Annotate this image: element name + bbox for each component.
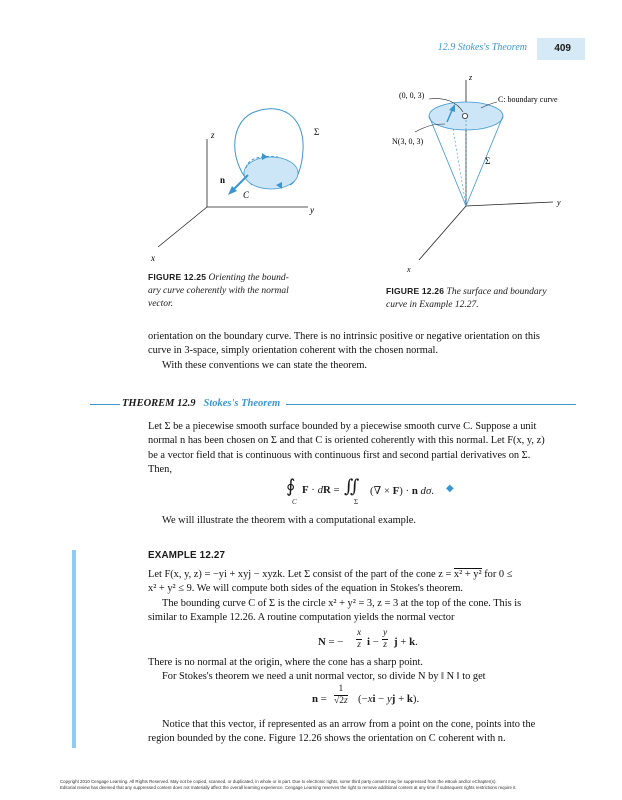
text-line: Notice that this vector, if represented as an arrow from a point on the cone, points into the — [162, 719, 536, 730]
top-point — [462, 113, 467, 118]
text-line: normal n has been chosen on Σ and that C is oriented coherently with this normal. Let F(x, y, z) — [148, 435, 545, 447]
text-line: Then, — [148, 464, 172, 476]
intro-paragraph — [148, 330, 576, 373]
point-N-label: N(3, 0, 3) — [392, 137, 424, 146]
running-head — [0, 38, 585, 60]
C-label: C — [243, 190, 250, 200]
text-line: similar to Example 12.26. A routine computation yields the normal vector — [148, 612, 455, 624]
example-side-bar — [72, 550, 76, 748]
example-body — [148, 568, 576, 626]
unit-normal-equation: n = $\frac{1}{√2z}$ (−xi − yj + k). — [312, 684, 420, 706]
caption-line: Orienting the bound- — [208, 273, 289, 283]
cone-generator — [453, 129, 466, 206]
theorem-title: Stokes's Theorem — [200, 398, 287, 409]
figure-12-26 — [385, 72, 575, 282]
footer-line: Copyright 2010 Cengage Learning. All Rights Reserved. May not be copied, scanned, or duplicated, in whole or in part. Due to electronic rights, some third party content may be suppressed from the eBook and/or eChapter(s). — [60, 779, 497, 784]
Sigma-label: Σ — [485, 156, 491, 166]
figure-12-25 — [140, 95, 340, 270]
caption-line: curve in Example 12.27. — [386, 300, 479, 310]
text-line: orientation on the boundary curve. There is no intrinsic positive or negative orientation on this — [148, 331, 540, 342]
boundary-curve-label: C: boundary curve — [498, 95, 558, 104]
x-axis — [419, 206, 466, 260]
normal-equation: N = − $\frac{x}{z}$ i − $\frac{y}{z}$ j + k. — [318, 628, 418, 650]
end-of-theorem-marker: ◆ — [446, 483, 454, 494]
text-line: x² + y² ≤ 9. We will compute both sides of the equation in Stokes's theorem. — [148, 583, 464, 595]
figure-12-26-caption — [386, 285, 571, 312]
boundary-region — [244, 157, 298, 189]
example-body-2 — [148, 656, 576, 685]
Sigma-label: Σ — [314, 127, 320, 137]
contour-integral-symbol: ∮ — [286, 476, 296, 496]
y-axis — [466, 202, 553, 206]
integral-subscript-c: C — [292, 498, 297, 506]
text-line: region bounded by the cone. Figure 12.26 shows the orientation on C coherent with n. — [148, 733, 506, 745]
x-axis — [158, 207, 207, 247]
caption-label: FIGURE 12.26 — [386, 286, 445, 296]
text-line: be a vector field that is continuous with continuous first and second partial derivatives on Σ. — [148, 449, 531, 461]
caption-label: FIGURE 12.25 — [148, 272, 207, 282]
x-label: x — [407, 265, 411, 274]
text-line: Let Σ be a piecewise smooth surface bounded by a piecewise smooth curve C. Suppose a unit — [148, 421, 537, 432]
text-line: There is no normal at the origin, where the cone has a sharp point. — [148, 657, 423, 668]
theorem-heading — [120, 398, 286, 409]
section-title: 12.9 Stokes's Theorem — [437, 42, 527, 53]
y-label: y — [310, 205, 314, 215]
example-body-3 — [148, 718, 576, 747]
example-label: EXAMPLE 12.27 — [148, 550, 226, 561]
theorem-after-text: We will illustrate the theorem with a computational example. — [162, 515, 416, 526]
theorem-number: THEOREM 12.9 — [120, 398, 200, 409]
point-top-label: (0, 0, 3) — [399, 91, 425, 100]
z-label: z — [211, 130, 215, 140]
y-label: y — [557, 198, 561, 207]
caption-line: ary curve coherently with the normal — [148, 286, 289, 296]
equation-lhs: F · dR = — [302, 484, 340, 496]
caption-line: The surface and boundary — [446, 287, 547, 297]
n-label: n — [220, 175, 226, 185]
text-line: The bounding curve C of Σ is the circle x² + y² = 3, z = 3 at the top of the cone. This is — [162, 597, 522, 609]
text-line: curve in 3-space, simply orientation coherent with the chosen normal. — [148, 345, 438, 357]
x-label: x — [151, 253, 155, 263]
stokes-equation — [286, 476, 466, 508]
equation-rhs: (∇ × F) · n dσ. — [370, 485, 434, 497]
copyright-footer — [60, 779, 570, 791]
text-line: For Stokes's theorem we need a unit normal vector, so divide N by ‖ N ‖ to get — [162, 671, 486, 683]
page-number: 409 — [554, 43, 571, 54]
text-line: Let F(x, y, z) = −yi + xyj − xyzk. Let Σ consist of the part of the cone z = x² + y² for 0 ≤ — [148, 569, 513, 580]
double-integral-symbol: ∬ — [344, 476, 360, 496]
integral-subscript-sigma: Σ — [354, 498, 359, 506]
caption-line: vector. — [148, 299, 174, 309]
z-label: z — [469, 73, 473, 82]
figure-12-25-caption — [148, 271, 323, 311]
footer-line: Editorial review has deemed that any suppressed content does not materially affect the overall learning experience. Cengage Learning reserves the right to remove additional content at any time if subsequent rights restrictions require it. — [60, 785, 517, 790]
theorem-body — [148, 420, 576, 478]
text-line: With these conventions we can state the theorem. — [162, 359, 368, 371]
